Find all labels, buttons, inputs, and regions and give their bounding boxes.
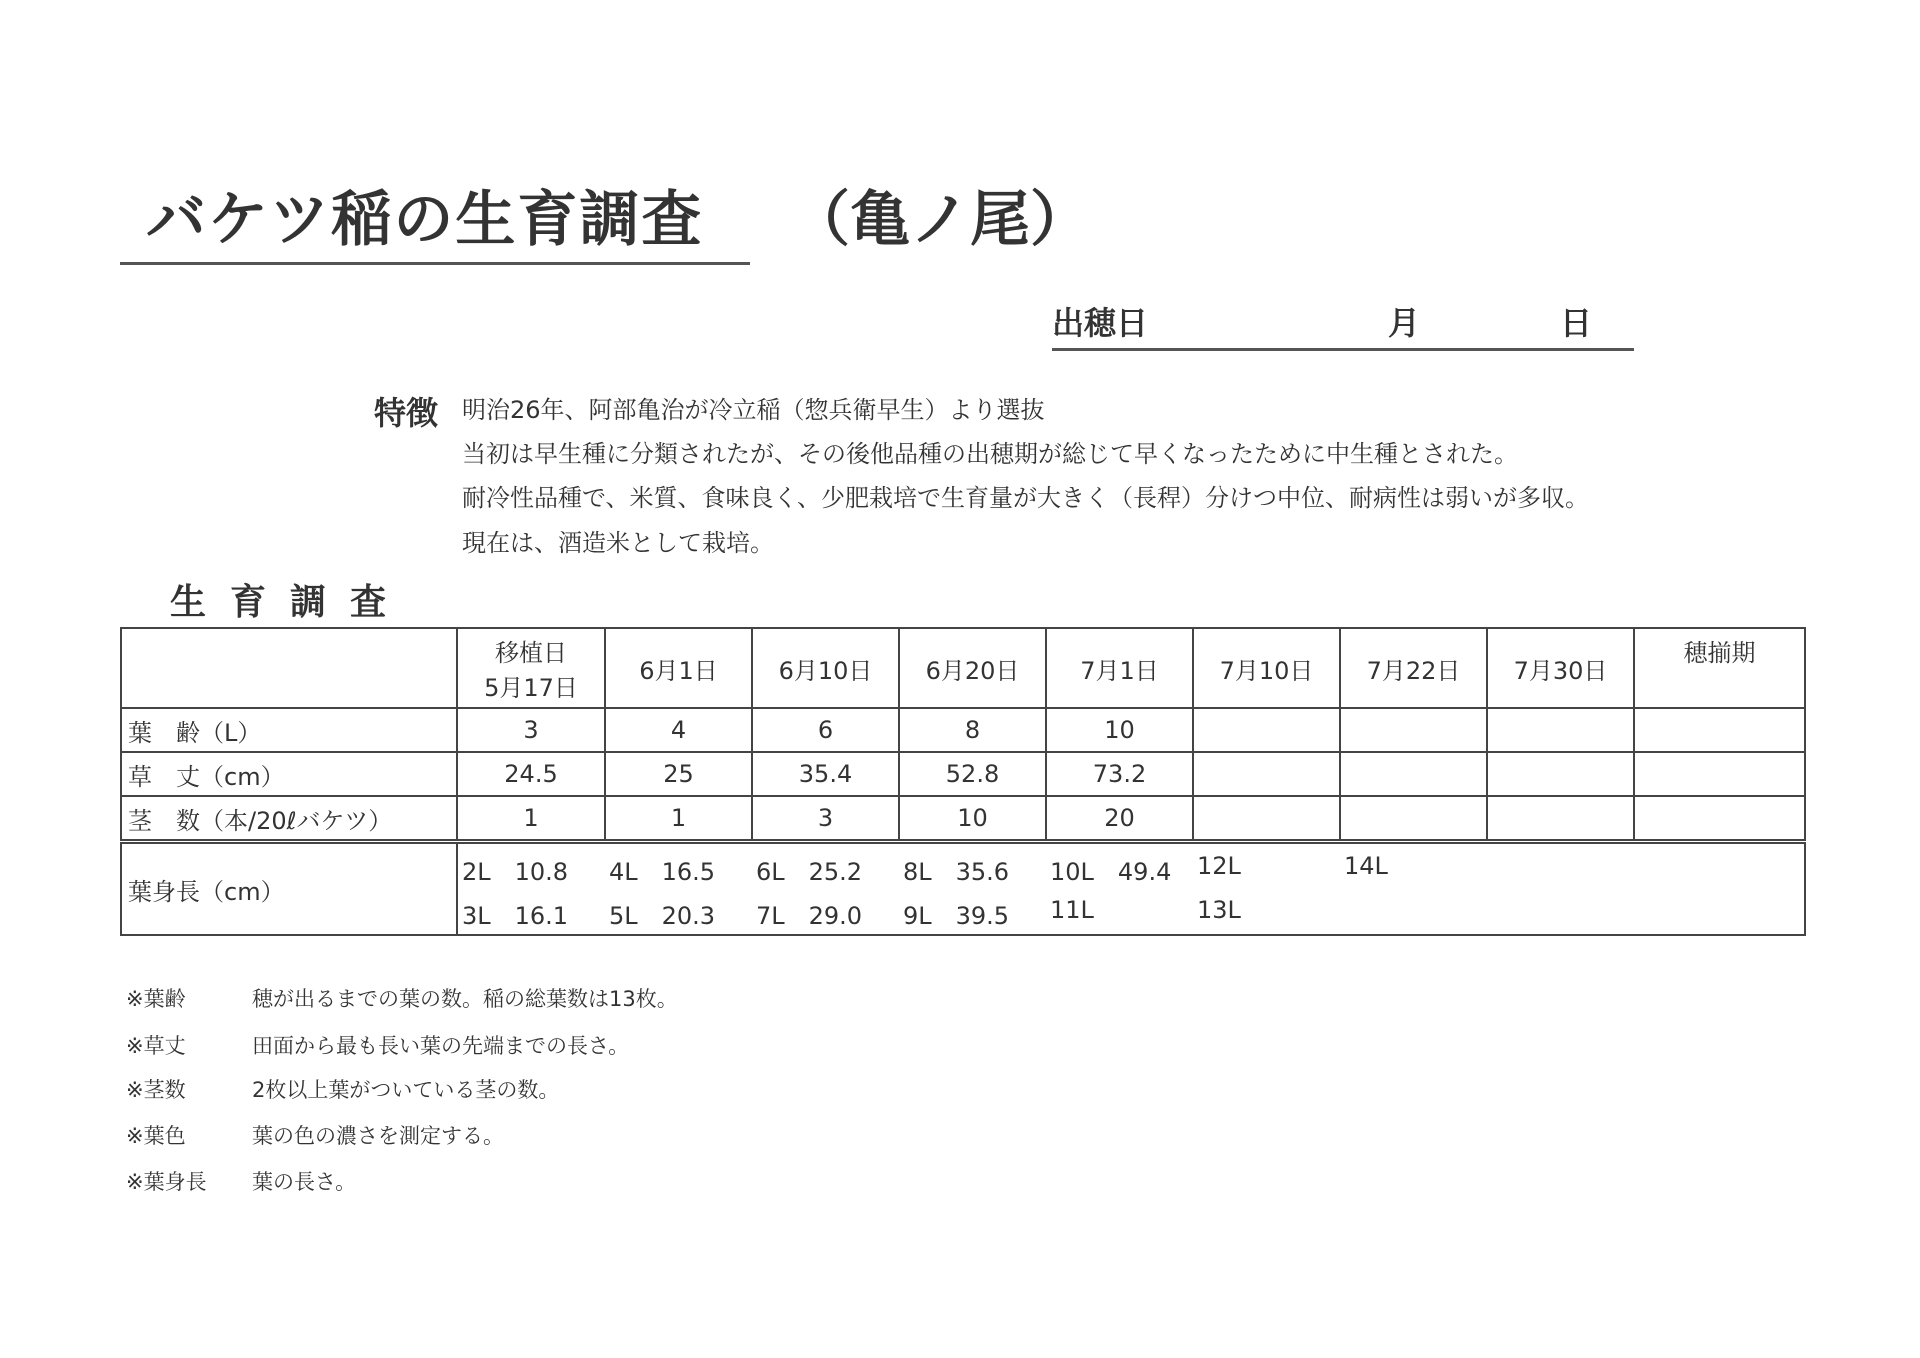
row-label: 葉 齢（L） xyxy=(121,708,457,752)
leaf-length-entry: 2L 10.8 xyxy=(462,858,569,886)
leaf-length-entry: 13L xyxy=(1197,896,1241,924)
note-leaf-blade-length xyxy=(126,1166,356,1196)
table-cell xyxy=(1634,708,1805,752)
table-cell: 35.4 xyxy=(752,752,899,796)
survey-heading: 生育調査 xyxy=(170,582,411,623)
table-row-stem-count xyxy=(121,796,1805,842)
leaf-length-entry: 9L 39.5 xyxy=(903,902,1010,930)
leaf-length-cell xyxy=(457,842,1805,936)
column-header-line2: 5月17日 xyxy=(484,674,578,702)
table-cell xyxy=(1193,796,1340,842)
row-label: 草 丈（cm） xyxy=(121,752,457,796)
note-text: 葉の色の濃さを測定する。 xyxy=(252,1124,504,1148)
table-row-leaf-length xyxy=(121,842,1805,936)
table-cell: 3 xyxy=(752,796,899,842)
table-header-row xyxy=(121,628,1805,708)
column-header: 7月10日 xyxy=(1193,628,1340,708)
leaf-length-entry: 6L 25.2 xyxy=(756,858,863,886)
note-term: ※茎数 xyxy=(126,1078,186,1102)
note-term: ※草丈 xyxy=(126,1034,186,1058)
note-stem-count xyxy=(126,1074,559,1104)
table-cell xyxy=(1193,708,1340,752)
heading-date-field xyxy=(1052,296,1634,351)
heading-date-month-label: 月 xyxy=(1388,304,1421,342)
variety-name: （亀ノ尾） xyxy=(790,185,1090,255)
growth-survey-table xyxy=(120,627,1806,936)
leaf-length-entry: 12L xyxy=(1197,852,1241,880)
column-header: 6月1日 xyxy=(605,628,752,708)
table-cell: 24.5 xyxy=(457,752,605,796)
table-row-plant-height xyxy=(121,752,1805,796)
column-header: 穂揃期 xyxy=(1634,628,1805,708)
table-cell xyxy=(1487,708,1634,752)
feature-line: 現在は、酒造米として栽培。 xyxy=(462,529,774,557)
table-cell: 6 xyxy=(752,708,899,752)
note-term: ※葉身長 xyxy=(126,1170,207,1194)
note-leaf-age xyxy=(126,983,678,1013)
note-plant-height xyxy=(126,1030,629,1060)
table-cell xyxy=(1340,796,1487,842)
leaf-length-entry: 10L 49.4 xyxy=(1050,858,1172,886)
table-cell: 73.2 xyxy=(1046,752,1193,796)
column-header xyxy=(457,628,605,708)
table-row-leaf-age xyxy=(121,708,1805,752)
row-label: 茎 数（本/20ℓバケツ） xyxy=(121,796,457,842)
leaf-length-entry: 5L 20.3 xyxy=(609,902,716,930)
note-leaf-color xyxy=(126,1120,504,1150)
note-text: 穂が出るまでの葉の数。稲の総葉数は13枚。 xyxy=(252,987,678,1011)
column-header-line1: 移植日 xyxy=(495,639,567,667)
column-header: 7月22日 xyxy=(1340,628,1487,708)
table-cell xyxy=(1634,752,1805,796)
column-header: 6月10日 xyxy=(752,628,899,708)
feature-line: 耐冷性品種で、米質、食味良く、少肥栽培で生育量が大きく（長稈）分けつ中位、耐病性は弱いが多収。 xyxy=(462,484,1590,512)
leaf-length-entry: 11L xyxy=(1050,896,1094,924)
table-cell: 10 xyxy=(899,796,1046,842)
feature-line: 当初は早生種に分類されたが、その後他品種の出穂期が総じて早くなったために中生種とされた。 xyxy=(462,440,1518,468)
table-cell xyxy=(1634,796,1805,842)
leaf-length-entry: 4L 16.5 xyxy=(609,858,716,886)
table-cell: 52.8 xyxy=(899,752,1046,796)
table-cell: 3 xyxy=(457,708,605,752)
table-cell xyxy=(1193,752,1340,796)
header-corner-cell xyxy=(121,628,457,708)
table-cell: 25 xyxy=(605,752,752,796)
row-label: 葉身長（cm） xyxy=(121,842,457,936)
table-cell: 4 xyxy=(605,708,752,752)
note-term: ※葉色 xyxy=(126,1124,186,1148)
table-cell xyxy=(1487,752,1634,796)
table-cell: 10 xyxy=(1046,708,1193,752)
note-text: 葉の長さ。 xyxy=(252,1170,357,1194)
table-cell: 8 xyxy=(899,708,1046,752)
heading-date-label: 出穂日 xyxy=(1052,304,1149,342)
table-cell xyxy=(1487,796,1634,842)
table-cell: 1 xyxy=(457,796,605,842)
column-header: 6月20日 xyxy=(899,628,1046,708)
table-cell: 1 xyxy=(605,796,752,842)
document-title: バケツ稲の生育調査 xyxy=(146,185,704,255)
note-text: 田面から最も長い葉の先端までの長さ。 xyxy=(252,1034,630,1058)
column-header: 7月30日 xyxy=(1487,628,1634,708)
heading-date-day-label: 日 xyxy=(1560,304,1593,342)
leaf-length-entry: 3L 16.1 xyxy=(462,902,569,930)
features-label: 特徴 xyxy=(374,394,439,432)
feature-line: 明治26年、阿部亀治が冷立稲（惣兵衛早生）より選抜 xyxy=(462,396,1045,424)
note-term: ※葉齢 xyxy=(126,987,186,1011)
note-text: 2枚以上葉がついている茎の数。 xyxy=(252,1078,560,1102)
leaf-length-entry: 7L 29.0 xyxy=(756,902,863,930)
title-underline xyxy=(120,262,750,265)
leaf-length-entry: 8L 35.6 xyxy=(903,858,1010,886)
table-cell: 20 xyxy=(1046,796,1193,842)
table-cell xyxy=(1340,752,1487,796)
column-header: 7月1日 xyxy=(1046,628,1193,708)
leaf-length-entry: 14L xyxy=(1344,852,1388,880)
table-cell xyxy=(1340,708,1487,752)
